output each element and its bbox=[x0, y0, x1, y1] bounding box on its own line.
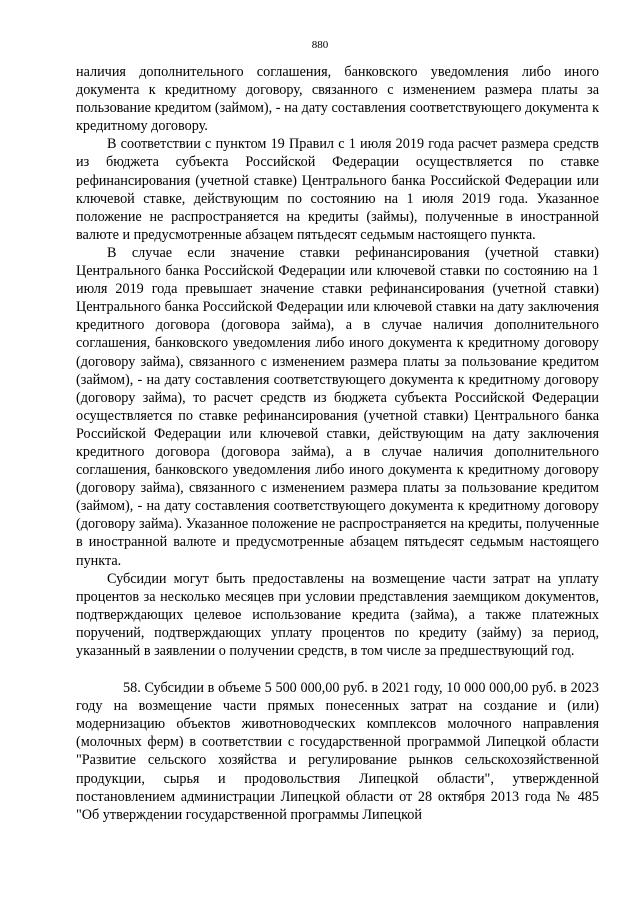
paragraph-rate-exceeds: В случае если значение ставки рефинансирования (учетной ставки) Центрального банка Российской Федерации или ключевой ставки по состоянию на 1 июля 2019 года превышает значение ставки рефинансирования (учетной ставки) Центрального банка Российской Федерации или ключевой ставки на дату заключения кредитного договора (договора займа), а в случае наличия дополнительного соглашения, банковского уведомления либо иного документа к кредитному договору (договору займа), связанного с изменением размера платы за пользование кредитом (займом), - на дату составления соответствующего документа к кредитному договору (договору займа), то расчет средств из бюджета субъекта Российской Федерации осуществляется по ставке рефинансирования (учетной ставки) Центрального банка Российской Федерации или ключевой ставки, действующим на дату заключения кредитного договора (договора займа), а в случае наличия дополнительного соглашения, банковского уведомления либо иного документа к кредитному договору (договору займа), связанного с изменением размера платы за пользование кредитом (займом), - на дату составления соответствующего документа к кредитному договору (договору займа). Указанное положение не распространяется на кредиты, полученные в иностранной валюте и предусмотренные абзацем пятьдесят седьмым настоящего пункта. bbox=[76, 244, 599, 569]
paragraph-several-months: Субсидии могут быть предоставлены на возмещение части затрат на уплату процентов за несколько месяцев при условии представления заемщиком документов, подтверждающих целевое использование кредита (займа), а также платежных поручений, подтверждающих уплату процентов по кредиту (займу) за период, указанный в заявлении о получении средств, в том числе за предшествующий год. bbox=[76, 570, 599, 659]
page-number: 880 bbox=[311, 39, 329, 51]
paragraph-continued: наличия дополнительного соглашения, банковского уведомления либо иного документа к кредитному договору, связанного с изменением размера платы за пользование кредитом (займом), - на дату составления соответствующего документа к кредитному договору. bbox=[76, 64, 599, 135]
paragraph-rate-july-2019: В соответствии с пунктом 19 Правил с 1 июля 2019 года расчет размера средств из бюджета субъекта Российской Федерации осуществляется по ставке рефинансирования (учетной ставке) Центрального банка Российской Федерации или ключевой ставке, действующим по состоянию на 1 июля 2019 года. Указанное положение не распространяется на кредиты (займы), полученные в иностранной валюте и предусмотренные абзацем пятьдесят седьмым настоящего пункта. bbox=[76, 136, 599, 243]
paragraph-item-58: 58. Субсидии в объеме 5 500 000,00 руб. в 2021 году, 10 000 000,00 руб. в 2023 году на возмещение части прямых понесенных затрат на создание и (или) модернизацию объектов животноводческих комплексов молочного направления (молочных ферм) в соответствии с государственной программой Липецкой области "Развитие сельского хозяйства и регулирование рынков сельскохозяйственной продукции, сырья и продовольствия Липецкой области", утвержденной постановлением администрации Липецкой области от 28 октября 2013 года № 485 "Об утверждении государственной программы Липецкой bbox=[76, 680, 599, 823]
document-body bbox=[76, 63, 599, 824]
